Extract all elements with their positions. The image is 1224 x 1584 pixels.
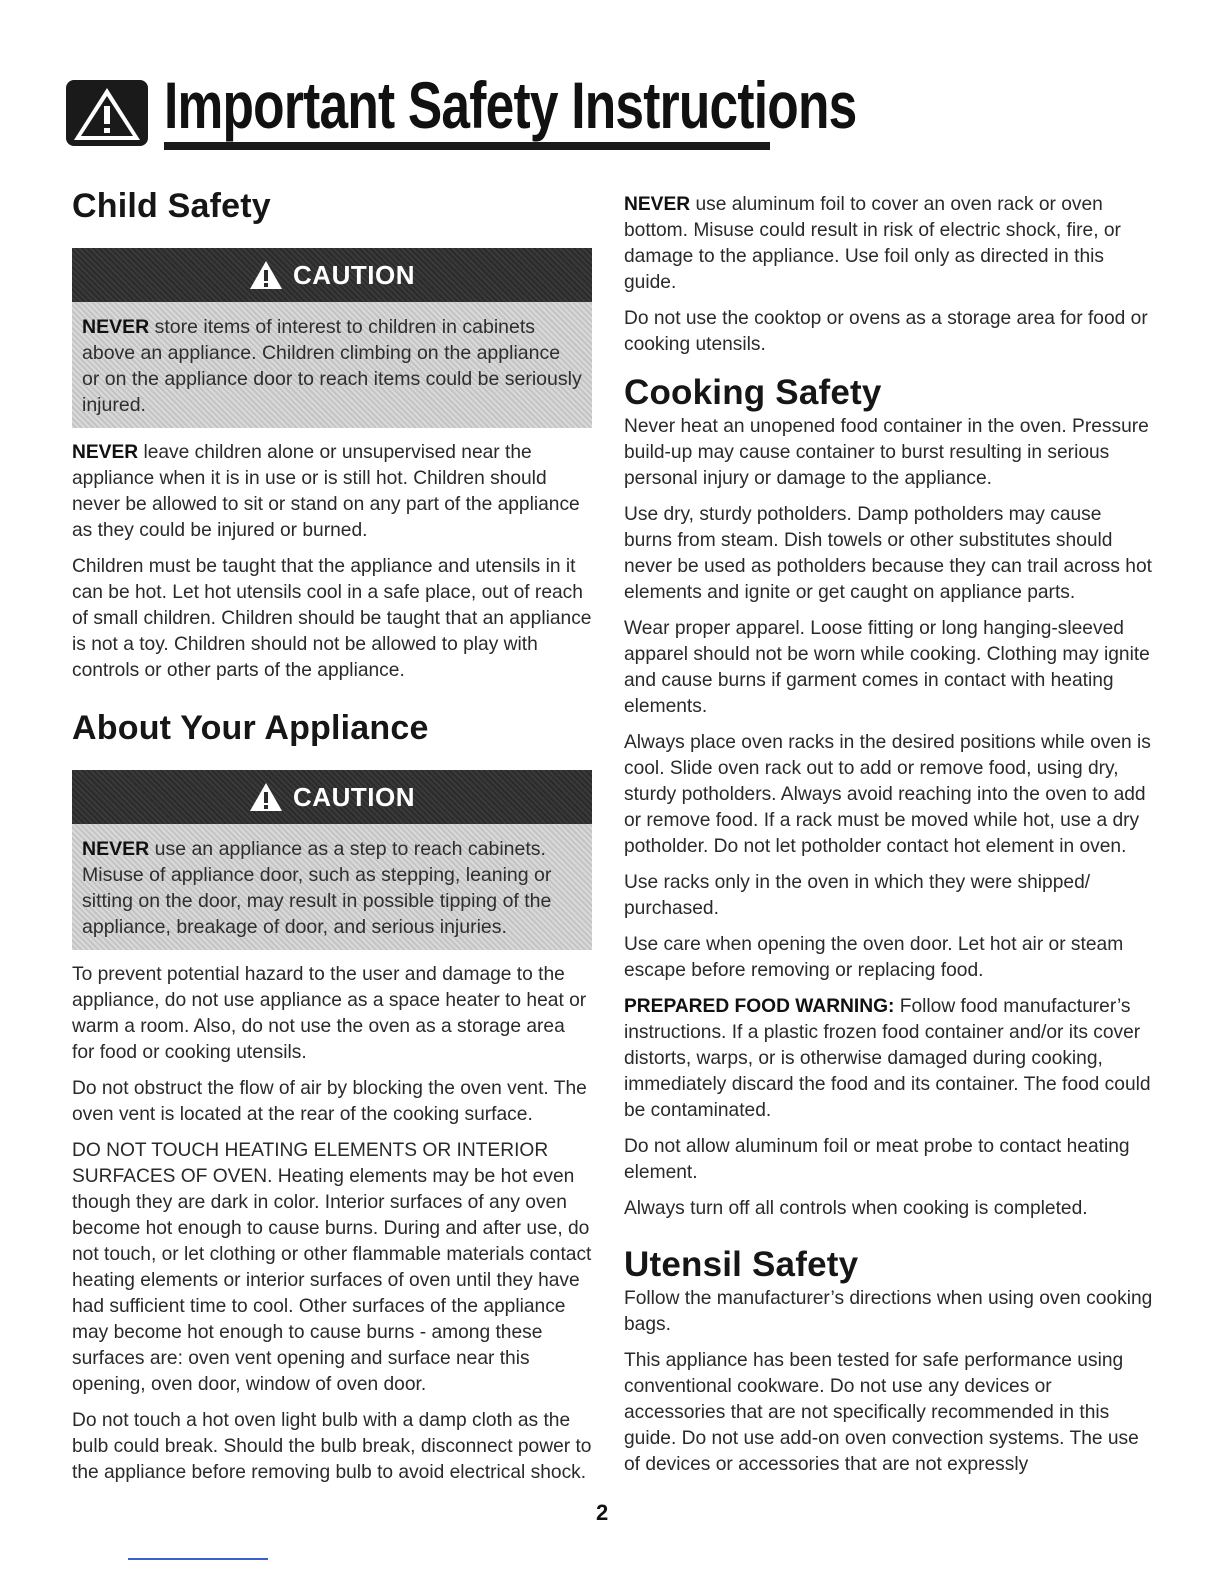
about-appliance-caution-box xyxy=(72,770,592,950)
caution-header xyxy=(72,770,592,824)
caution-triangle-icon xyxy=(249,260,283,290)
caution-label: CAUTION xyxy=(293,781,415,812)
caution-lead: NEVER xyxy=(82,838,150,860)
caution-text: NEVER store items of interest to children in cabinets above an appliance. Children climbing on the appliance or on the appliance door to reach items could be seriously injured. xyxy=(82,316,582,416)
paragraph-lead: NEVER xyxy=(72,442,139,463)
paragraph-lead: PREPARED FOOD WARNING: xyxy=(624,996,895,1017)
paragraph: Never heat an unopened food container in the oven. Pressure build-up may cause container to burst resulting in serious personal injury or damage to the appliance. xyxy=(624,416,1149,489)
paragraph: Always place oven racks in the desired positions while oven is cool. Slide oven rack out to add or remove food, using dry, sturdy potholders. Always avoid reaching into the oven to add or remove food. If a rack must be moved while hot, use a dry potholder. Do not let potholder contact hot element in oven. xyxy=(624,732,1151,857)
paragraph: Children must be taught that the appliance and utensils in it can be hot. Let hot utensils cool in a safe place, out of reach of small children. Children should be taught that an appliance is not a toy. Children should not be allowed to play with controls or other parts of the appliance. xyxy=(72,556,592,681)
page-header xyxy=(64,58,857,153)
caution-text: NEVER use an appliance as a step to reach cabinets. Misuse of appliance door, such as stepping, leaning or sitting on the door, may result in possible tipping of the appliance, breakage of door, and serious injuries. xyxy=(82,838,552,938)
page-number: 2 xyxy=(596,1500,609,1525)
paragraph: Use care when opening the oven door. Let hot air or steam escape before removing or replacing food. xyxy=(624,934,1124,981)
page-title: Important Safety Instructions xyxy=(164,68,857,142)
caution-lead: NEVER xyxy=(82,316,150,338)
paragraph: This appliance has been tested for safe performance using conventional cookware. Do not use any devices or accessories that are not specifically recommended in this guide. Do not use add-on oven convection systems. The use of devices or accessories that are not expressly xyxy=(624,1350,1139,1475)
caution-label: CAUTION xyxy=(293,259,415,290)
paragraph: Do not allow aluminum foil or meat probe to contact heating element. xyxy=(624,1136,1130,1183)
utensil-safety-heading: Utensil Safety xyxy=(624,1245,859,1284)
paragraph: NEVER use aluminum foil to cover an oven rack or oven bottom. Misuse could result in risk of electric shock, fire, or damage to the appliance. Use foil only as directed in this guide. xyxy=(624,194,1121,293)
paragraph: PREPARED FOOD WARNING: Follow food manufacturer’s instructions. If a plastic frozen food container and/or its cover distorts, warps, or is otherwise damaged during cooking, immediately discard the food and its container. The food could be contaminated. xyxy=(624,996,1151,1121)
caution-body xyxy=(72,824,592,950)
paragraph: Use dry, sturdy potholders. Damp potholders may cause burns from steam. Dish towels or other substitutes should never be used as potholders because they can trail across hot elements and ignite or get caught on appliance parts. xyxy=(624,504,1152,603)
cooking-safety-heading: Cooking Safety xyxy=(624,373,882,412)
paragraph-lead: NEVER xyxy=(624,194,691,215)
child-safety-heading: Child Safety xyxy=(72,187,271,225)
caution-triangle-icon xyxy=(249,782,283,812)
paragraph: Do not use the cooktop or ovens as a storage area for food or cooking utensils. xyxy=(624,308,1148,355)
paragraph: Use racks only in the oven in which they were shipped/ purchased. xyxy=(624,872,1091,919)
paragraph: NEVER leave children alone or unsupervised near the appliance when it is in use or is still hot. Children should never be allowed to sit or stand on any part of the appliance as they could be injured or burned. xyxy=(72,442,580,541)
title-underline xyxy=(164,142,770,150)
paragraph: Wear proper apparel. Loose fitting or long hanging-sleeved apparel should not be worn while cooking. Clothing may ignite and cause burns if garment comes in contact with heating elements. xyxy=(624,618,1150,717)
paragraph: Do not obstruct the flow of air by blocking the oven vent. The oven vent is located at the rear of the cooking surface. xyxy=(72,1078,587,1125)
paragraph: To prevent potential hazard to the user and damage to the appliance, do not use appliance as a space heater to heat or warm a room. Also, do not use the oven as a storage area for food or cooking utensils. xyxy=(72,964,587,1063)
caution-body xyxy=(72,302,592,428)
about-appliance-heading: About Your Appliance xyxy=(72,709,429,747)
paragraph: Do not touch a hot oven light bulb with a damp cloth as the bulb could break. Should the bulb break, disconnect power to the appliance before removing bulb to avoid electrical shock. xyxy=(72,1410,592,1483)
left-column xyxy=(72,186,592,1496)
right-column xyxy=(624,192,1154,1488)
paragraph: Always turn off all controls when cooking is completed. xyxy=(624,1198,1088,1219)
paragraph: Follow the manufacturer’s directions when using oven cooking bags. xyxy=(624,1288,1153,1335)
caution-header xyxy=(72,248,592,302)
child-safety-caution-box xyxy=(72,248,592,428)
paragraph: DO NOT TOUCH HEATING ELEMENTS OR INTERIOR SURFACES OF OVEN. Heating elements may be hot even though they are dark in color. Interior surfaces of any oven become hot enough to cause burns. During and after use, do not touch, or let clothing or other flammable materials contact heating elements or interior surfaces of oven until they have had sufficient time to cool. Other surfaces of the appliance may become hot enough to cause burns - among these surfaces are: oven vent opening and surface near this opening, oven door, window of oven door. xyxy=(72,1140,592,1395)
footer-rule xyxy=(128,1558,268,1560)
warning-triangle-icon xyxy=(64,78,150,148)
